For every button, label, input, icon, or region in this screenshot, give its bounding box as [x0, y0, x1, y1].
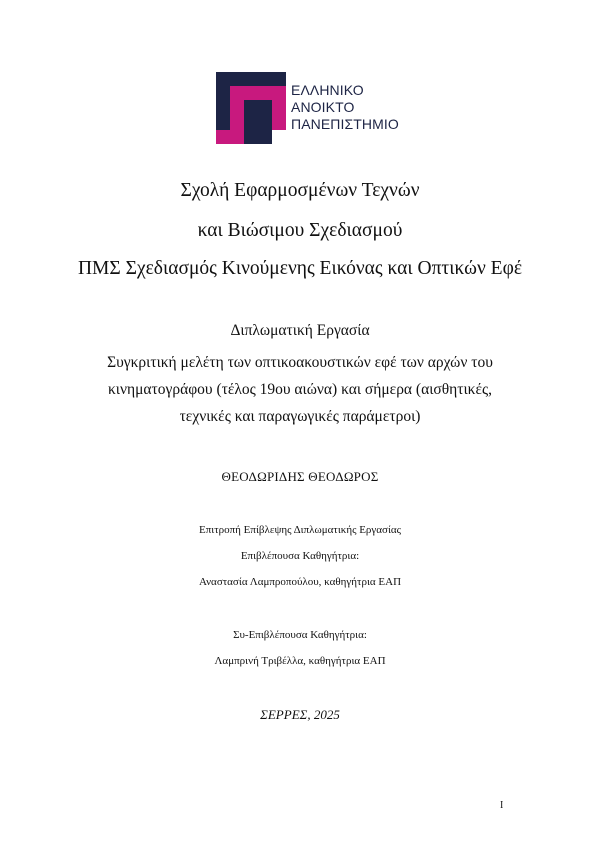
logo-line-2: ΑΝΟΙΚΤΟ — [291, 99, 355, 115]
page-number: I — [500, 800, 504, 811]
logo-wordmark — [291, 82, 399, 133]
university-logo — [216, 72, 416, 144]
eap-logo-icon — [216, 72, 286, 144]
thesis-type: Διπλωματική Εργασία — [230, 322, 370, 339]
supervisor-name: Αναστασία Λαμπροπούλου, καθηγήτρια ΕΑΠ — [198, 576, 402, 588]
committee-heading: Επιτροπή Επίβλεψης Διπλωματικής Εργασίας — [198, 524, 402, 536]
supervisor-label: Επιβλέπουσα Καθηγήτρια: — [240, 550, 360, 562]
place-and-year: ΣΕΡΡΕΣ, 2025 — [260, 707, 340, 722]
logo-line-1: ΕΛΛΗΝΙΚΟ — [291, 82, 364, 98]
thesis-title-line-2: κινηματογράφου (τέλος 19ου αιώνα) και σήμερα (αισθητικές, — [107, 381, 492, 398]
thesis-title — [0, 349, 600, 430]
thesis-title-line-3: τεχνικές και παραγωγικές παράμετροι) — [179, 408, 421, 425]
program-name: ΠΜΣ Σχεδιασμός Κινούμενης Εικόνας και Οπτικών Εφέ — [77, 258, 523, 279]
cosupervisor-label: Συ-Επιβλέπουσα Καθηγήτρια: — [233, 629, 367, 641]
school-name-line-2: και Βιώσιμου Σχεδιασμού — [197, 220, 403, 241]
author-name: ΘΕΟΔΩΡΙΔΗΣ ΘΕΟΔΩΡΟΣ — [221, 469, 379, 484]
school-name-line-1: Σχολή Εφαρμοσμένων Τεχνών — [180, 180, 420, 201]
logo-line-3: ΠΑΝΕΠΙΣΤΗΜΙΟ — [291, 116, 399, 132]
cosupervisor-name: Λαμπρινή Τριβέλλα, καθηγήτρια ΕΑΠ — [214, 655, 386, 667]
thesis-title-line-1: Συγκριτική μελέτη των οπτικοακουστικών εφέ των αρχών του — [107, 354, 493, 371]
